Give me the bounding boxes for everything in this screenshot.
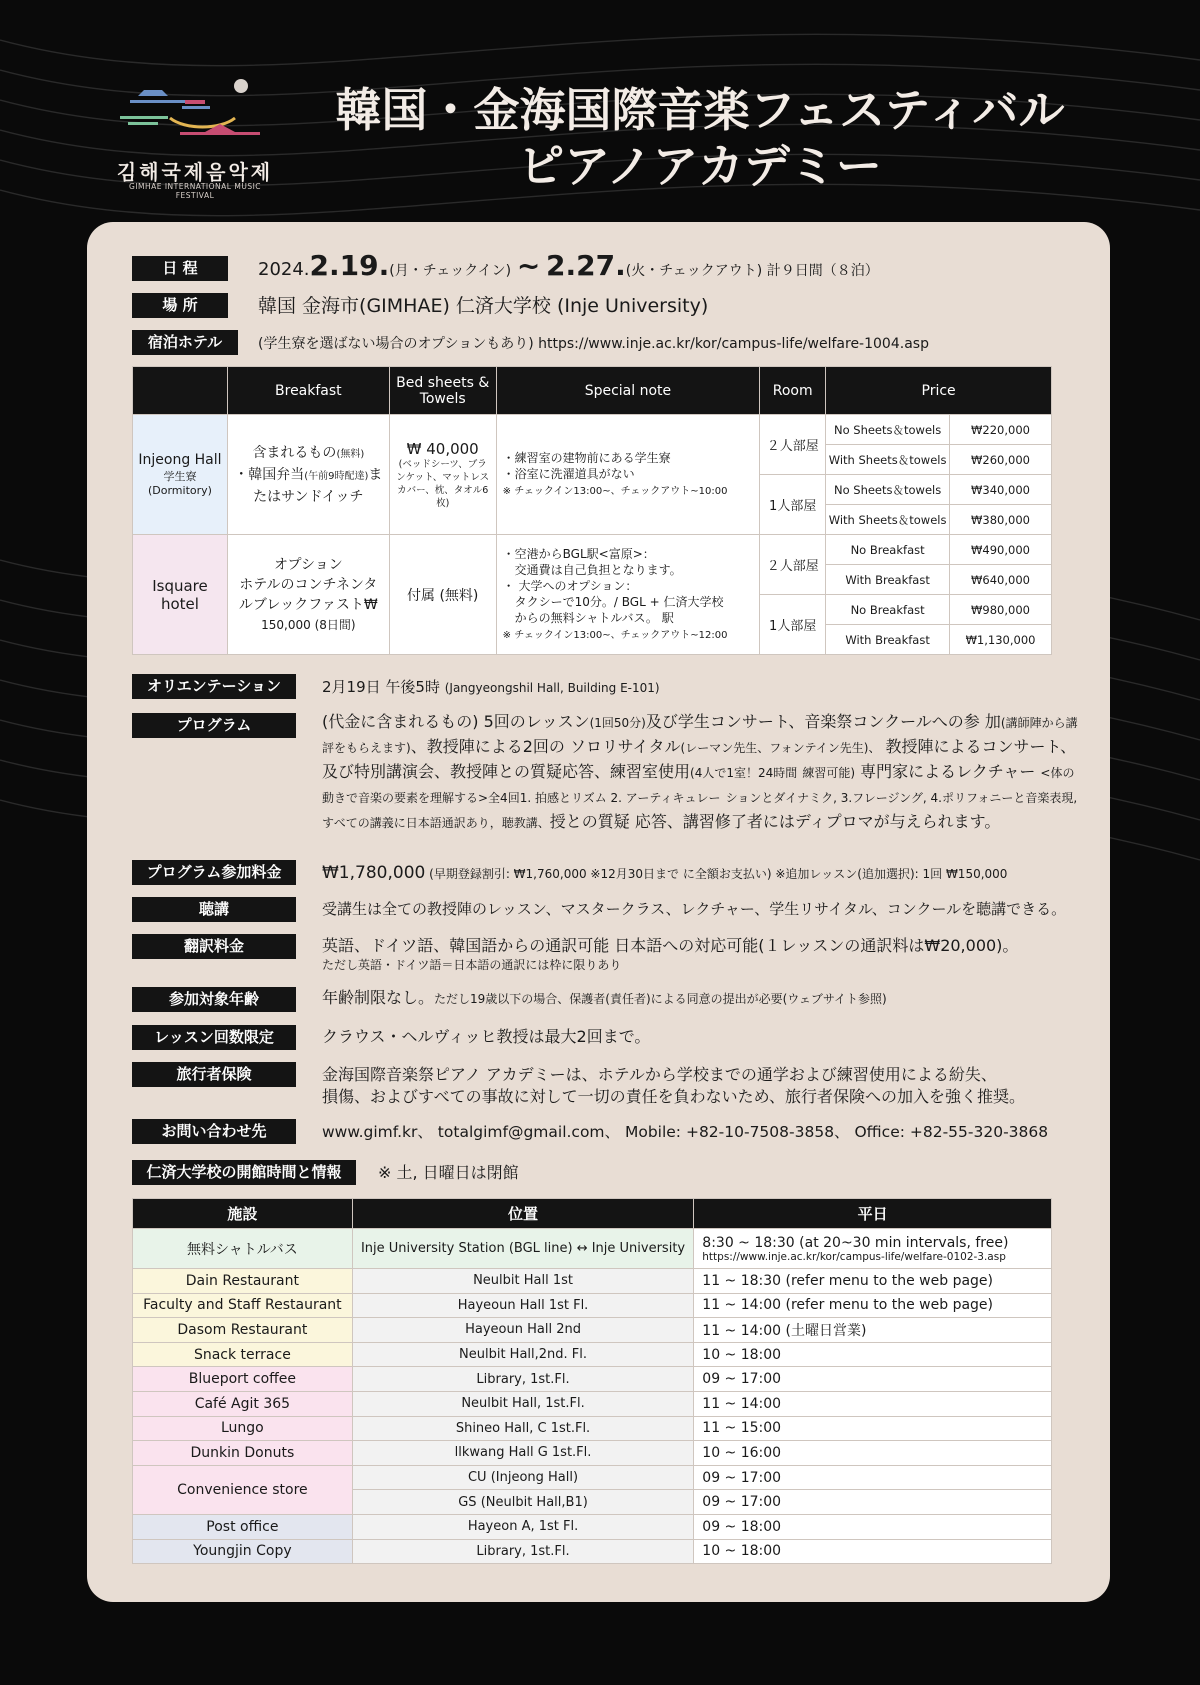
insurance-l2: 損傷、およびすべての事故に対して一切の責任を負わないため、旅行者保険への加入を強く推奨。 xyxy=(322,1087,1026,1106)
table-row-name: Dasom Restaurant xyxy=(133,1318,353,1343)
table-row-location: Neulbit Hall, 1st.Fl. xyxy=(352,1391,694,1416)
fee-small: (早期登録割引: ₩1,760,000 ※12月30日まで に全額お支払い) ※追加レッスン(追加選択): 1回 ₩150,000 xyxy=(425,867,1008,881)
program-l2c: (レーマン先生、フォンテイン先生)、 xyxy=(680,741,881,755)
translation-value xyxy=(322,935,1092,973)
isquare-breakfast-4: 150,000 (8日間) xyxy=(261,617,356,632)
facilities-header-facility: 施設 xyxy=(133,1199,353,1229)
isquare-note xyxy=(496,535,760,655)
table-header-breakfast: Breakfast xyxy=(227,367,389,415)
price-value: ₩980,000 xyxy=(950,595,1052,625)
price-option: With Breakfast xyxy=(826,565,950,595)
facilities-label: 仁済大学校の開館時間と情報 xyxy=(132,1160,356,1185)
injeong-name: Injeong Hall xyxy=(138,452,222,468)
injeong-note xyxy=(496,415,760,535)
table-row-location: Shineo Hall, C 1st.Fl. xyxy=(352,1416,694,1441)
insurance-label: 旅行者保険 xyxy=(132,1062,296,1087)
injeong-sub1: 学生寮 xyxy=(163,470,197,483)
shuttle-url: https://www.inje.ac.kr/kor/campus-life/welfare-0102-3.asp xyxy=(702,1250,1006,1263)
injeong-breakfast-c: ま たはサンドイッチ xyxy=(253,466,383,505)
table-row-hours: 10 ~ 18:00 xyxy=(694,1342,1052,1367)
table-header-empty xyxy=(133,367,228,415)
hotel-value: (学生寮を選ばない場合のオプションもあり) https://www.inje.ac.kr/kor/campus-life/welfare-1004.asp xyxy=(258,336,929,352)
location-label: 場 所 xyxy=(132,293,228,318)
lesson-limit-value: クラウス・ヘルヴィッヒ教授は最大2回まで。 xyxy=(322,1027,651,1046)
title-line-2: ピアノアカデミー xyxy=(518,139,882,193)
fee-text: ₩1,780,000 xyxy=(322,863,426,883)
page-title xyxy=(290,82,1110,194)
age-value xyxy=(322,987,887,1010)
schedule-value xyxy=(258,249,879,288)
schedule-start-date: 2.19. xyxy=(309,249,390,282)
isquare-note-1: ・空港からBGL駅<富原>： xyxy=(502,546,655,561)
table-row-hours: 11 ~ 14:00 xyxy=(694,1391,1052,1416)
table-row-location: Hayeoun Hall 2nd xyxy=(352,1318,694,1343)
festival-logo xyxy=(110,78,280,198)
program-l3s: (4人で1室！24時間 xyxy=(690,766,798,780)
table-row-name: Dain Restaurant xyxy=(133,1269,353,1294)
table-header-bedsheets: Bed sheets & Towels xyxy=(389,367,496,415)
table-row-hours: 09 ~ 17:00 xyxy=(694,1367,1052,1392)
program-l4: 専門家によるレクチャー xyxy=(855,762,1041,781)
table-row-location: Hayeon A, 1st Fl. xyxy=(352,1514,694,1539)
program-label: プログラム xyxy=(132,713,296,738)
injeong-breakfast-a: 含まれるもの xyxy=(252,444,337,461)
table-row-shuttle-hours xyxy=(694,1229,1052,1269)
translation-text: 英語、ドイツ語、韓国語からの通訳可能 日本語への対応可能(１レッスンの通訳料は₩20,000)。 xyxy=(322,936,1019,955)
lesson-limit-label: レッスン回数限定 xyxy=(132,1025,296,1050)
isquare-room-single: 1人部屋 xyxy=(760,595,826,655)
table-row-hours: 11 ~ 14:00 (refer menu to the web page) xyxy=(694,1293,1052,1318)
price-option: No Sheets＆towels xyxy=(826,475,950,505)
table-row-shuttle-name: 無料シャトルバス xyxy=(133,1229,353,1269)
table-row-name: Café Agit 365 xyxy=(133,1391,353,1416)
table-row-name: Lungo xyxy=(133,1416,353,1441)
schedule-year: 2024. xyxy=(258,259,310,280)
table-row-location: CU (Injeong Hall) xyxy=(352,1465,694,1490)
age-small: ただし19歳以下の場合、保護者(責任者)による同意の提出が必要(ウェブサイト参照) xyxy=(434,992,887,1006)
table-header-special-note: Special note xyxy=(496,367,760,415)
injeong-note-3: ※ チェックイン13:00~、チェックアウト~10:00 xyxy=(502,485,728,497)
price-option: No Breakfast xyxy=(826,595,950,625)
contact-label: お問い合わせ先 xyxy=(132,1119,296,1144)
isquare-breakfast-1: オプション xyxy=(273,556,343,573)
price-value: ₩380,000 xyxy=(950,505,1052,535)
injeong-note-1: ・練習室の建物前にある学生寮 xyxy=(502,450,671,465)
injeong-sub2: (Dormitory) xyxy=(147,484,212,497)
injeong-room-double: ２人部屋 xyxy=(760,415,826,475)
price-value: ₩260,000 xyxy=(950,445,1052,475)
logo-english-text: GIMHAE INTERNATIONAL MUSIC FESTIVAL xyxy=(128,182,262,200)
table-row-location: Neulbit Hall 1st xyxy=(352,1269,694,1294)
table-row-hours: 11 ~ 18:30 (refer menu to the web page) xyxy=(694,1269,1052,1294)
schedule-end-note: (火・チェックアウト) 計９日間（８泊） xyxy=(625,263,879,279)
table-row-location: Library, 1st.Fl. xyxy=(352,1539,694,1564)
table-row-hours: 09 ~ 17:00 xyxy=(694,1465,1052,1490)
isquare-breakfast-3: ルブレックファスト₩ xyxy=(238,596,378,613)
isquare-name-1: Isquare xyxy=(152,576,208,595)
isquare-bedsheets: 付属 (無料) xyxy=(389,535,496,655)
facilities-note: ※ 土, 日曜日は閉館 xyxy=(378,1163,519,1182)
facilities-header-weekday: 平日 xyxy=(694,1199,1052,1229)
title-line-1: 韓国・金海国際音楽フェスティバル xyxy=(335,83,1065,137)
audit-label: 聴講 xyxy=(132,897,296,922)
table-row-convenience-name: Convenience store xyxy=(133,1465,353,1514)
table-row-location: Neulbit Hall,2nd. Fl. xyxy=(352,1342,694,1367)
program-value xyxy=(322,710,1082,835)
table-row-hours: 09 ~ 18:00 xyxy=(694,1514,1052,1539)
contact-value: www.gimf.kr、 totalgimf@gmail.com、 Mobile: +82-10-7508-3858、 Office: +82-55-320-3868 xyxy=(322,1123,1049,1141)
table-header-room: Room xyxy=(760,367,826,415)
isquare-name-2: hotel xyxy=(160,594,199,613)
table-row-location: Hayeoun Hall 1st Fl. xyxy=(352,1293,694,1318)
isquare-note-4: タクシーで10分。/ BGL + 仁済大学校 xyxy=(514,594,724,609)
program-l3: 教授陣によるコンサート、及び特別講演会、教授陣との質疑応答、練習室使用 xyxy=(322,737,1077,781)
program-l5: 授との質疑 xyxy=(549,812,630,831)
orientation-small: (Jangyeongshil Hall, Building E-101) xyxy=(444,681,660,695)
injeong-room-single: 1人部屋 xyxy=(760,475,826,535)
translation-label: 翻訳料金 xyxy=(132,934,296,959)
fee-value xyxy=(322,862,1007,885)
age-label: 参加対象年齢 xyxy=(132,987,296,1012)
table-row-location: GS (Neulbit Hall,B1) xyxy=(352,1490,694,1515)
logo-korean-text: 김해국제음악제 xyxy=(116,160,274,184)
price-option: No Sheets＆towels xyxy=(826,415,950,445)
price-option: With Sheets＆towels xyxy=(826,445,950,475)
facilities-header-location: 位置 xyxy=(352,1199,694,1229)
table-row-shuttle-location: Inje University Station (BGL line) ↔ Inje University xyxy=(352,1229,694,1269)
injeong-bed-note: (ベッドシーツ、ブランケット、マットレスカバー、枕、タオル6枚) xyxy=(396,458,490,509)
isquare-note-2: 交通費は自己負担となります。 xyxy=(514,562,682,577)
program-l1b: 及び学生コンサート、音楽祭コンクールへの参 xyxy=(645,712,980,731)
table-row-hours: 11 ~ 15:00 xyxy=(694,1416,1052,1441)
program-l2: 加 xyxy=(984,712,1001,731)
price-option: With Sheets＆towels xyxy=(826,505,950,535)
table-row-hours: 11 ~ 14:00 (土曜日営業) xyxy=(694,1318,1052,1343)
audit-value: 受講生は全ての教授陣のレッスン、マスタークラス、レクチャー、学生リサイタル、コンクールを聴講できる。 xyxy=(322,900,1067,918)
location-value: 韓国 金海市(GIMHAE) 仁済大学校 (Inje University) xyxy=(258,295,709,317)
injeong-bed-price: ₩ 40,000 xyxy=(406,439,479,458)
isquare-note-6: ※ チェックイン13:00~、チェックアウト~12:00 xyxy=(502,629,728,641)
hotel-name-isquare xyxy=(133,535,228,655)
orientation-value xyxy=(322,676,660,699)
injeong-breakfast-b: ・韓国弁当 xyxy=(234,466,305,483)
program-l2s: (講師陣から講評をもらえます) xyxy=(322,716,1078,755)
table-row-name: Faculty and Staff Restaurant xyxy=(133,1293,353,1318)
table-row-name: Snack terrace xyxy=(133,1342,353,1367)
hotel-name-injeong xyxy=(133,415,228,535)
schedule-label: 日 程 xyxy=(132,256,228,281)
program-l2b: 、教授陣による2回の ソロリサイタル xyxy=(410,737,681,756)
price-value: ₩220,000 xyxy=(950,415,1052,445)
facilities-table xyxy=(132,1198,1052,1564)
orientation-text: 2月19日 午後5時 xyxy=(322,678,440,696)
hotel-label: 宿泊ホテル xyxy=(132,330,238,355)
price-value: ₩640,000 xyxy=(950,565,1052,595)
program-l4s: 練習可能) xyxy=(802,766,856,780)
program-l1s: (1回50分) xyxy=(589,716,646,730)
table-row-hours: 09 ~ 17:00 xyxy=(694,1490,1052,1515)
program-l6: 応答、講習修了者にはディプロマが与えられます。 xyxy=(634,812,1001,831)
injeong-note-2: ・浴室に洗濯道具がない xyxy=(502,466,635,481)
orientation-label: オリエンテーション xyxy=(132,674,296,699)
table-header-price: Price xyxy=(826,367,1052,415)
program-l4b: <体の動きで音楽の要素を理解する>全4回1. 拍感とリズム 2. アーティキュレー xyxy=(322,766,1075,805)
program-l1: (代金に含まれるもの) 5回のレッスン xyxy=(322,712,590,731)
program-l5s: ションとダイナミク, 3.フレージング, 4.ポリフォニーと音楽表現, すべての講義に日本語通訳あり，聴教講、 xyxy=(322,791,1078,830)
schedule-tilde: ~ xyxy=(516,249,541,282)
isquare-note-3: ・ 大学へのオプション： xyxy=(502,578,638,593)
price-option: With Breakfast xyxy=(826,625,950,655)
table-row-name: Youngjin Copy xyxy=(133,1539,353,1564)
injeong-breakfast-a-small: (無料) xyxy=(336,448,365,460)
table-row-name: Post office xyxy=(133,1514,353,1539)
injeong-breakfast xyxy=(227,415,389,535)
insurance-l1: 金海国際音楽祭ピアノ アカデミーは、ホテルから学校までの通学および練習使用による紛失、 xyxy=(322,1065,997,1084)
price-value: ₩490,000 xyxy=(950,535,1052,565)
isquare-breakfast-2: ホテルのコンチネンタ xyxy=(239,576,378,593)
table-row-name: Blueport coffee xyxy=(133,1367,353,1392)
price-value: ₩340,000 xyxy=(950,475,1052,505)
price-value: ₩1,130,000 xyxy=(950,625,1052,655)
age-text: 年齢制限なし。 xyxy=(322,988,435,1007)
table-row-name: Dunkin Donuts xyxy=(133,1441,353,1466)
translation-small: ただし英語・ドイツ語＝日本語の通訳には枠に限りあり xyxy=(322,958,622,972)
isquare-note-5: からの無料シャトルバス。 駅 xyxy=(514,610,674,625)
logo-mark-icon xyxy=(110,78,280,158)
schedule-start-note: (月・チェックイン) xyxy=(389,263,512,279)
accommodation-table xyxy=(132,366,1052,655)
shuttle-hours: 8:30 ~ 18:30 (at 20~30 min intervals, free) xyxy=(702,1234,1009,1251)
injeong-bedsheets xyxy=(389,415,496,535)
price-option: No Breakfast xyxy=(826,535,950,565)
fee-label: プログラム参加料金 xyxy=(132,860,296,885)
schedule-end-date: 2.27. xyxy=(546,249,626,282)
table-row-location: Library, 1st.Fl. xyxy=(352,1367,694,1392)
isquare-breakfast xyxy=(227,535,389,655)
table-row-hours: 10 ~ 18:00 xyxy=(694,1539,1052,1564)
insurance-value xyxy=(322,1064,1112,1108)
table-row-location: llkwang Hall G 1st.Fl. xyxy=(352,1441,694,1466)
injeong-breakfast-b-small: (午前9時配達) xyxy=(304,470,369,482)
table-row-hours: 10 ~ 16:00 xyxy=(694,1441,1052,1466)
isquare-room-double: ２人部屋 xyxy=(760,535,826,595)
